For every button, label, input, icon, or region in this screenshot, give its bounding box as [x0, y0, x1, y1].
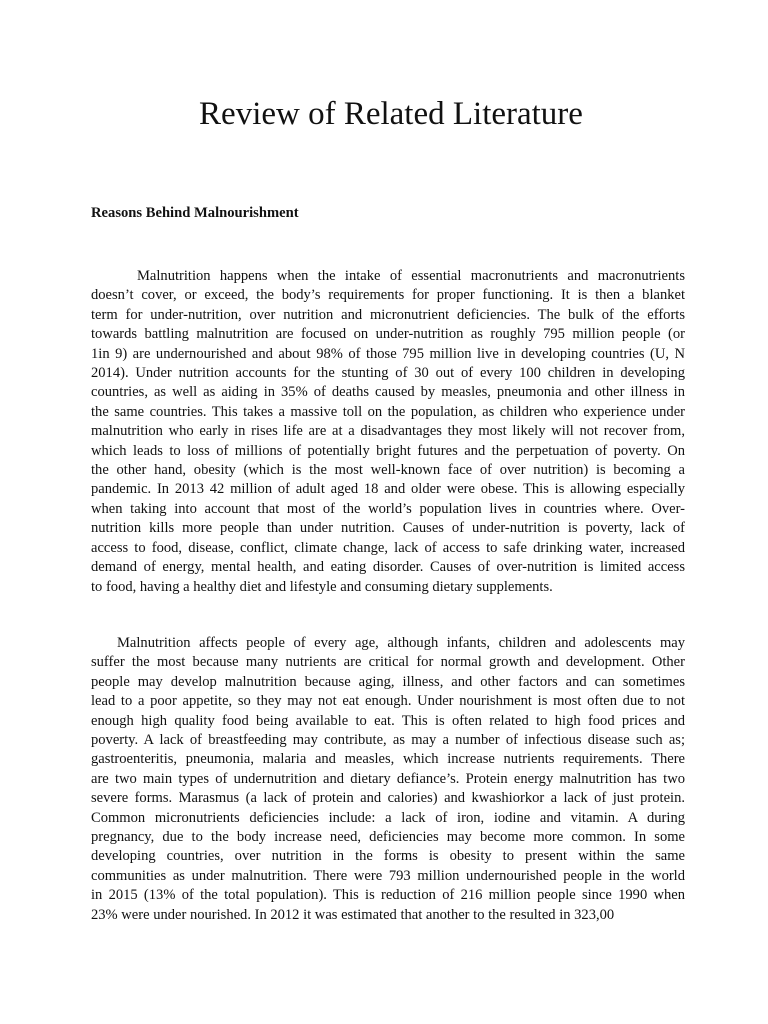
paragraph-line: 2014). Under nutrition accounts for the stunting of 30 out of every 100 children in developing	[91, 365, 685, 382]
paragraph-line: 1in 9) are undernourished and about 98% of those 795 million live in developing countries (U, N	[91, 345, 685, 362]
paragraph-line: lead to a poor appetite, so they may not eat enough. Under nourishment is most often due to not	[91, 693, 685, 710]
paragraph-line: pregnancy, due to the body increase need, deficiencies may become more common. In some	[91, 829, 685, 846]
paragraph-line: communities as under malnutrition. There were 793 million undernourished people in the world	[91, 867, 685, 884]
paragraph-line: are two main types of undernutrition and dietary defiance’s. Protein energy malnutrition has two	[91, 770, 685, 787]
paragraph-line: Common micronutrients deficiencies include: a lack of iron, iodine and vitamin. A during	[91, 809, 685, 826]
paragraph-line: towards battling malnutrition are focused on under-nutrition as roughly 795 million people (or	[91, 326, 685, 343]
paragraph-1	[91, 267, 685, 597]
paragraph-line: demand of energy, mental health, and eating disorder. Causes of over-nutrition is limited access	[91, 559, 685, 576]
paragraph-line: poverty. A lack of breastfeeding may contribute, as may a number of infectious disease such as;	[91, 732, 685, 749]
paragraph-line: enough high quality food being available to eat. This is often related to high food prices and	[91, 712, 685, 729]
paragraph-line: people may develop malnutrition because aging, illness, and other factors and can sometimes	[91, 673, 685, 690]
paragraph-line: term for under-nutrition, over nutrition and micronutrient deficiencies. The bulk of the efforts	[91, 306, 685, 323]
paragraph-line: doesn’t cover, or exceed, the body’s requirements for proper functioning. It is then a blanket	[91, 287, 685, 304]
paragraph-line: to food, having a healthy diet and lifestyle and consuming dietary supplements.	[91, 578, 553, 595]
paragraph-line: the same countries. This takes a massive toll on the population, as children who experience under	[91, 403, 685, 420]
paragraph-line: malnutrition who early in rises life are at a disadvantages they most likely will not recover from,	[91, 423, 685, 440]
paragraph-line: gastroenteritis, pneumonia, malaria and measles, which increase nutrients requirements. There	[91, 751, 685, 768]
paragraph-line: severe forms. Marasmus (a lack of protein and calories) and kwashiorkor a lack of just protein.	[91, 790, 685, 807]
paragraph-line: in 2015 (13% of the total population). This is reduction of 216 million people since 1990 when	[91, 887, 685, 904]
page-title: Review of Related Literature	[199, 96, 583, 132]
paragraph-line: access to food, disease, conflict, climate change, lack of access to safe drinking water, increased	[91, 539, 685, 556]
paragraph-line: suffer the most because many nutrients are critical for normal growth and development. Other	[91, 654, 685, 671]
paragraph-line: Malnutrition happens when the intake of essential macronutrients and macronutrients	[137, 268, 685, 284]
paragraph-line: developing countries, over nutrition in the forms is obesity to present within the same	[91, 848, 685, 865]
paragraph-line: countries, as well as aiding in 35% of deaths caused by measles, pneumonia and other illness in	[91, 384, 685, 401]
paragraph-line: the other hand, obesity (which is the most well-known face of over nutrition) is becoming a	[91, 462, 685, 479]
paragraph-2	[91, 634, 685, 925]
paragraph-line: pandemic. In 2013 42 million of adult aged 18 and older were obese. This is allowing especially	[91, 481, 685, 498]
section-heading: Reasons Behind Malnourishment	[91, 205, 299, 221]
paragraph-line: Malnutrition affects people of every age, although infants, children and adolescents may	[117, 635, 685, 651]
paragraph-line: which leads to loss of millions of potentially bright futures and the perpetuation of poverty. On	[91, 442, 685, 459]
paragraph-line: nutrition kills more people than under nutrition. Causes of under-nutrition is poverty, lack of	[91, 520, 685, 537]
paragraph-line: when taking into account that most of the world’s population lives in countries where. Over-	[91, 500, 685, 517]
paragraph-line: 23% were under nourished. In 2012 it was estimated that another to the resulted in 323,00	[91, 906, 615, 923]
